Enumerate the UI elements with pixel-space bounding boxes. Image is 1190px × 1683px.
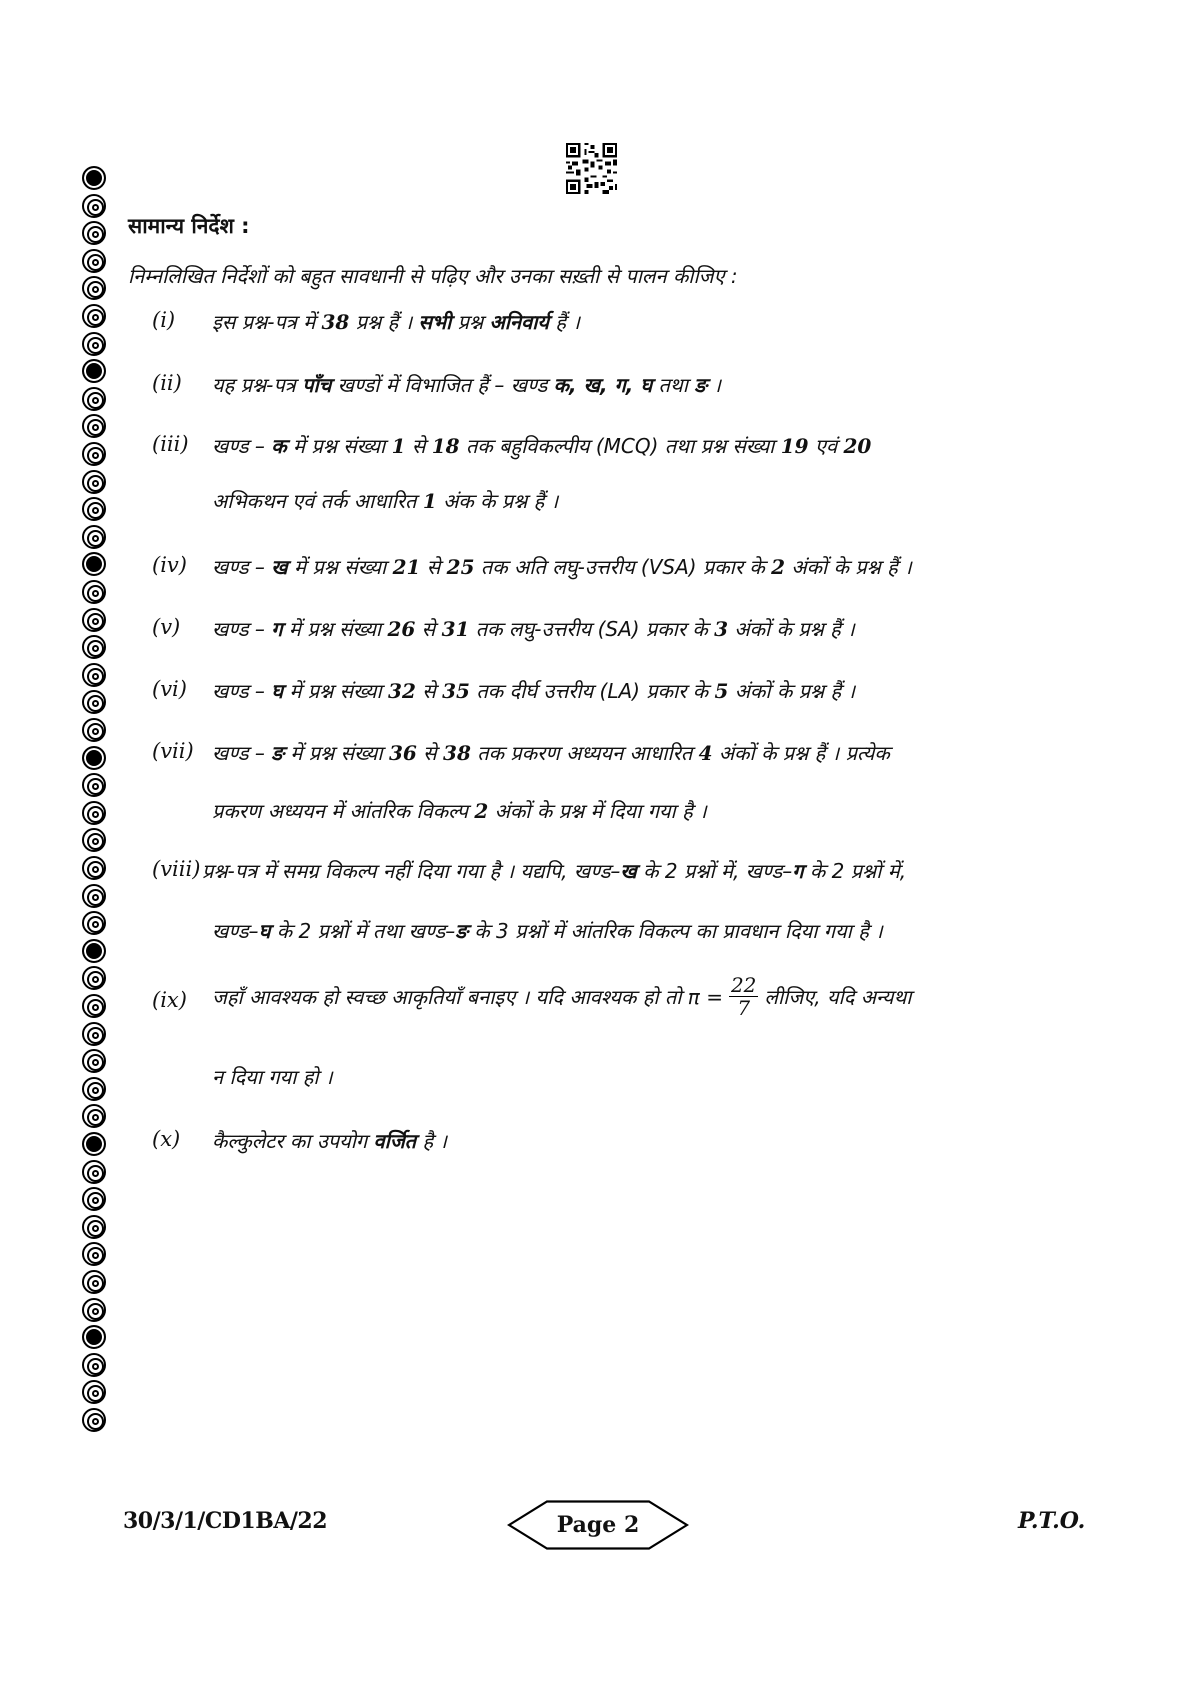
item-text-line-1: खण्ड – ङ में प्रश्न संख्या 36 से 38 तक प्रकरण अध्ययन आधारित 4 अंकों के प्रश्न हैं । प्रत्येक [212, 741, 890, 765]
item-text: खण्ड – ग में प्रश्न संख्या 26 से 31 तक लघु-उत्तरीय (SA) प्रकार के 3 अंकों के प्रश्न हैं । [212, 617, 855, 641]
concentric-circle-icon [82, 1215, 106, 1239]
concentric-circle-icon [82, 663, 106, 687]
item-text: खण्ड – ख में प्रश्न संख्या 21 से 25 तक अति लघु-उत्तरीय (VSA) प्रकार के 2 अंकों के प्रश्न हैं । [212, 555, 912, 579]
concentric-circle-icon [82, 276, 106, 300]
concentric-circle-icon [82, 1408, 106, 1432]
instruction-item-7-continued: प्रकरण अध्ययन में आंतरिक विकल्प 2 अंकों के प्रश्न में दिया गया है । [212, 799, 707, 823]
concentric-circle-icon [82, 1353, 106, 1377]
concentric-circle-icon [82, 1049, 106, 1073]
item-text: यह प्रश्न-पत्र पाँच खण्डों में विभाजित हैं – खण्ड क, ख, ग, घ तथा ङ । [212, 373, 721, 397]
concentric-circle-icon [82, 1187, 106, 1211]
general-instructions-heading: सामान्य निर्देश : [128, 214, 250, 238]
instruction-item-8-continued: खण्ड–घ के 2 प्रश्नों में तथा खण्ड–ङ के 3 प्रश्नों में आंतरिक विकल्प का प्रावधान दिया गया है । [212, 919, 883, 943]
concentric-circle-icon [82, 911, 106, 935]
item-number: (i) [152, 308, 176, 332]
item-number: (v) [152, 615, 181, 639]
concentric-circle-icon [82, 1104, 106, 1128]
concentric-circle-icon [82, 470, 106, 494]
item-text: कैल्कुलेटर का उपयोग वर्जित है । [212, 1129, 448, 1153]
concentric-circle-icon [82, 580, 106, 604]
instructions-intro: निम्नलिखित निर्देशों को बहुत सावधानी से पढ़िए और उनका सख़्ती से पालन कीजिए : [128, 264, 738, 288]
please-turn-over: P.T.O. [1018, 1508, 1086, 1534]
concentric-circle-icon [82, 690, 106, 714]
concentric-circle-icon [82, 1298, 106, 1322]
page-label: Page 2 [556, 1512, 640, 1538]
concentric-circle-icon [82, 966, 106, 990]
concentric-circle-icon [82, 497, 106, 521]
concentric-circle-icon [82, 856, 106, 880]
concentric-circle-icon [82, 635, 106, 659]
concentric-circle-icon [82, 1270, 106, 1294]
concentric-circle-icon [82, 525, 106, 549]
item-number: (vi) [152, 677, 187, 701]
concentric-circle-icon [82, 442, 106, 466]
item-number: (viii) [152, 857, 201, 881]
concentric-circle-icon [82, 304, 106, 328]
item-number: (iv) [152, 553, 187, 577]
filled-circle-icon [82, 1132, 106, 1156]
concentric-circle-icon [82, 249, 106, 273]
item-text: खण्ड – घ में प्रश्न संख्या 32 से 35 तक दीर्घ उत्तरीय (LA) प्रकार के 5 अंकों के प्रश्न हैं । [212, 679, 856, 703]
filled-circle-icon [82, 166, 106, 190]
concentric-circle-icon [82, 387, 106, 411]
concentric-circle-icon [82, 1380, 106, 1404]
item-text-line-1: प्रश्न-पत्र में समग्र विकल्प नहीं दिया गया है । यद्यपि, खण्ड–ख के 2 प्रश्नों में, खण्ड–ग के 2 प्रश्नों में, [202, 859, 907, 883]
page-number-badge [507, 1500, 689, 1550]
qr-code [566, 143, 617, 194]
paper-code: 30/3/1/CD1BA/22 [123, 1508, 328, 1534]
filled-circle-icon [82, 939, 106, 963]
item-text-line-1: खण्ड – क में प्रश्न संख्या 1 से 18 तक बहुविकल्पीय (MCQ) तथा प्रश्न संख्या 19 एवं 20 [212, 434, 872, 458]
concentric-circle-icon [82, 1160, 106, 1184]
concentric-circle-icon [82, 332, 106, 356]
concentric-circle-icon [82, 773, 106, 797]
filled-circle-icon [82, 359, 106, 383]
concentric-circle-icon [82, 221, 106, 245]
concentric-circle-icon [82, 828, 106, 852]
item-number: (ii) [152, 371, 182, 395]
concentric-circle-icon [82, 1022, 106, 1046]
concentric-circle-icon [82, 1242, 106, 1266]
filled-circle-icon [82, 746, 106, 770]
instruction-item-9-continued: न दिया गया हो । [212, 1065, 333, 1089]
item-number: (ix) [152, 988, 187, 1012]
item-text-line-1: जहाँ आवश्यक हो स्वच्छ आकृतियाँ बनाइए । यदि आवश्यक हो तो π = $\frac{22}{7}$ लीजिए, यदि अन्यथा [212, 973, 912, 1020]
item-number: (iii) [152, 432, 189, 456]
pi-fraction: $\frac{22}{7}$ [730, 973, 757, 1020]
item-number: (vii) [152, 739, 194, 763]
concentric-circle-icon [82, 1077, 106, 1101]
instruction-item-3-continued: अभिकथन एवं तर्क आधारित 1 अंक के प्रश्न हैं । [212, 489, 559, 513]
item-number: (x) [152, 1127, 181, 1151]
concentric-circle-icon [82, 718, 106, 742]
concentric-circle-icon [82, 194, 106, 218]
filled-circle-icon [82, 1325, 106, 1349]
item-text: इस प्रश्न-पत्र में 38 प्रश्न हैं । सभी प्रश्न अनिवार्य हैं । [212, 310, 580, 334]
concentric-circle-icon [82, 414, 106, 438]
concentric-circle-icon [82, 801, 106, 825]
filled-circle-icon [82, 552, 106, 576]
concentric-circle-icon [82, 884, 106, 908]
concentric-circle-icon [82, 994, 106, 1018]
concentric-circle-icon [82, 608, 106, 632]
